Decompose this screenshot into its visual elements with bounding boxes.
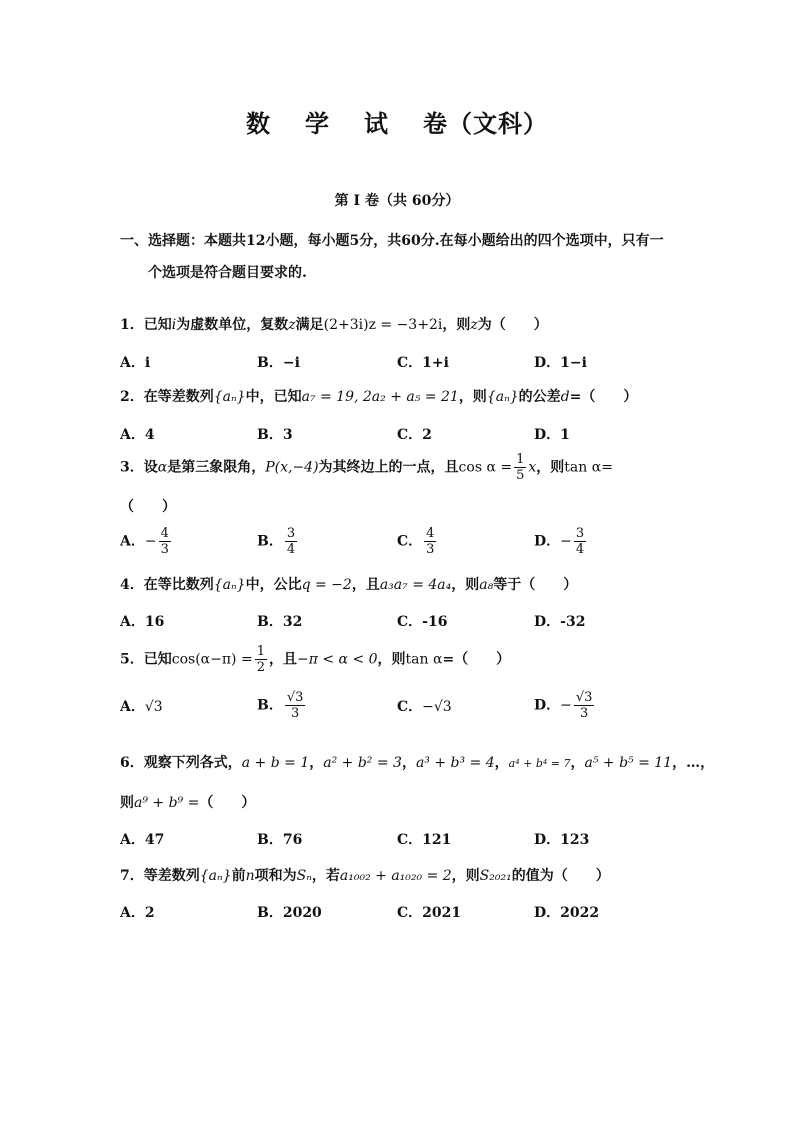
question-1 xyxy=(120,314,700,334)
q3-b-label: B． xyxy=(257,533,283,550)
q3-text-d: ，则 xyxy=(536,459,565,476)
q3-math-tan: tan α xyxy=(564,459,602,476)
q5-b-frac xyxy=(285,690,306,721)
q3-a-den: 3 xyxy=(160,542,169,557)
q3-text-e: = xyxy=(601,459,613,476)
q5-b-label: B． xyxy=(257,697,283,714)
q2-math-seq: {aₙ} xyxy=(213,389,246,405)
q4-math-target: a₈ xyxy=(479,577,494,593)
q4-option-a[interactable]: A．16 xyxy=(120,614,165,630)
page-title xyxy=(0,104,794,139)
q1-math-z: z xyxy=(288,317,296,333)
q3-b-frac xyxy=(285,526,297,557)
q5-math-tan: tan α xyxy=(405,651,443,668)
q6-eq-1: a + b = 1 xyxy=(241,755,310,771)
q1-option-a[interactable]: A．i xyxy=(120,355,151,371)
q6-option-a[interactable]: A．47 xyxy=(120,832,165,848)
q6-eq-5: a⁵ + b⁵ = 11 xyxy=(584,755,673,771)
q5-option-d[interactable] xyxy=(534,690,596,721)
q5-options xyxy=(120,690,700,730)
q7-text-e: ，则 xyxy=(451,868,480,884)
q5-d-frac xyxy=(574,690,595,721)
q5-c-label: C． xyxy=(397,699,423,715)
q5-d-den: 3 xyxy=(580,706,589,721)
q3-fraction xyxy=(514,452,526,483)
q3-a-num: 4 xyxy=(160,526,169,541)
q3-number: 3． xyxy=(120,459,144,476)
q1-option-c[interactable]: C．1+i xyxy=(397,355,449,371)
q7-options xyxy=(120,902,700,928)
q3-frac-num: 1 xyxy=(516,452,525,467)
q3-frac-den: 5 xyxy=(516,468,525,483)
volume-subtitle: 第 I 卷（共 60分） xyxy=(334,193,460,209)
q2-option-d[interactable]: D．1 xyxy=(534,427,570,443)
q5-a-value: √3 xyxy=(144,699,163,715)
q3-c-label: C． xyxy=(397,533,423,550)
q5-b-num: √3 xyxy=(286,690,304,705)
q4-text-b: 中，公比 xyxy=(245,577,302,593)
q5-math-cos: cos(α−π) = xyxy=(171,651,253,668)
q7-text-b: 前 xyxy=(231,868,246,884)
q7-condition: a₁₀₀₂ + a₁₀₂₀ = 2 xyxy=(339,868,452,884)
q3-c-den: 3 xyxy=(426,542,435,557)
q5-frac-den: 2 xyxy=(256,660,265,675)
q3-a-frac xyxy=(159,526,171,557)
q4-text-c: ，且 xyxy=(351,577,380,593)
q6-dots: ，…， xyxy=(672,755,715,771)
section-line-2: 个选项是符合题目要求的. xyxy=(148,265,307,281)
q2-number: 2． xyxy=(120,389,144,405)
q3-option-d[interactable] xyxy=(534,526,588,557)
question-3 xyxy=(120,452,700,483)
q4-option-b[interactable]: B．32 xyxy=(257,614,303,630)
q3-option-b[interactable] xyxy=(257,526,299,557)
q6-option-d[interactable]: D．123 xyxy=(534,832,590,848)
q7-number: 7． xyxy=(120,868,144,884)
q3-a-sign: − xyxy=(144,533,157,550)
q3-math-point: P(x,−4) xyxy=(265,459,319,476)
q5-option-b[interactable] xyxy=(257,690,307,721)
q6-text-c: （ ） xyxy=(199,795,256,811)
q6-line-2 xyxy=(120,792,700,812)
q7-text-a: 等差数列 xyxy=(143,868,200,884)
q6-ask: a⁹ + b⁹ = xyxy=(134,795,200,811)
q4-text-e: 等于（ ） xyxy=(493,577,578,593)
q1-option-d[interactable]: D．1−i xyxy=(534,355,587,371)
q4-option-c[interactable]: C．-16 xyxy=(397,614,448,630)
title-char-4: 卷（文科） xyxy=(423,109,548,138)
q7-option-c[interactable]: C．2021 xyxy=(397,905,462,921)
q3-b-den: 4 xyxy=(286,542,296,557)
title-char-2: 学 xyxy=(305,109,330,138)
q7-text-f: 的值为（ ） xyxy=(511,868,610,884)
q5-text-c: ，则 xyxy=(377,651,406,668)
q7-math-sn: Sₙ xyxy=(296,868,312,884)
q3-text-a: 设 xyxy=(143,459,158,476)
q2-text-d: 的公差 xyxy=(518,389,561,405)
q6-eq-2: a² + b² = 3 xyxy=(323,755,402,771)
q3-c-frac xyxy=(424,526,436,557)
q3-d-den: 4 xyxy=(575,542,585,557)
q5-a-label: A． xyxy=(120,699,145,715)
title-char-3: 试 xyxy=(364,109,389,138)
q5-d-num: √3 xyxy=(575,690,593,705)
q4-number: 4． xyxy=(120,577,144,593)
q7-text-d: ，若 xyxy=(311,868,340,884)
q7-option-a[interactable]: A．2 xyxy=(120,905,155,921)
q5-d-label: D． xyxy=(534,697,561,714)
q1-text-d: ，则 xyxy=(442,317,471,333)
q3-option-c[interactable] xyxy=(397,526,438,557)
section-line-1: 一、选择题：本题共12小题，每小题5分，共60分.在每小题给出的四个选项中，只有一 xyxy=(120,233,664,249)
q3-d-label: D． xyxy=(534,533,561,550)
q2-text-c: ，则 xyxy=(458,389,487,405)
q2-condition: a₇ = 19, 2a₂ + a₅ = 21 xyxy=(301,389,459,405)
q3-text-c: 为其终边上的一点，且 xyxy=(318,459,459,476)
q3-b-num: 3 xyxy=(286,526,296,541)
q4-text-d: ，则 xyxy=(451,577,480,593)
q7-math-n: n xyxy=(245,868,255,884)
question-5 xyxy=(120,644,700,675)
q7-option-b[interactable]: B．2020 xyxy=(257,905,322,921)
q2-math-d: d xyxy=(560,389,570,405)
q5-text-b: ，且 xyxy=(268,651,297,668)
q7-text-c: 项和为 xyxy=(254,868,297,884)
q6-option-b[interactable]: B．76 xyxy=(257,832,303,848)
q1-option-b[interactable]: B．−i xyxy=(257,355,300,371)
q1-math-z2: z xyxy=(470,317,478,333)
q5-text-a: 已知 xyxy=(143,651,172,668)
q1-text-e: 为（ ） xyxy=(477,317,548,333)
q5-number: 5． xyxy=(120,651,144,668)
q1-text-c: 满足 xyxy=(295,317,324,333)
q3-math-alpha: α xyxy=(157,459,168,476)
q6-eq-3: a³ + b³ = 4 xyxy=(415,755,495,771)
q7-option-d[interactable]: D．2022 xyxy=(534,905,600,921)
q5-text-d: =（ ） xyxy=(442,651,511,668)
q5-fraction xyxy=(255,644,267,675)
q6-text-b: 则 xyxy=(120,795,134,811)
q6-option-c[interactable]: C．121 xyxy=(397,832,452,848)
q1-text-b: 为虚数单位，复数 xyxy=(176,317,289,333)
section-instructions xyxy=(120,225,690,289)
q4-option-d[interactable]: D．-32 xyxy=(534,614,586,630)
q3-text-b: 是第三象限角， xyxy=(167,459,266,476)
q1-text-a: 已知 xyxy=(143,317,172,333)
q4-text-a: 在等比数列 xyxy=(143,577,214,593)
q2-option-b[interactable]: B．3 xyxy=(257,427,293,443)
q6-number: 6． xyxy=(120,755,144,771)
q3-math-cos: cos α = xyxy=(458,459,513,476)
q3-c-num: 4 xyxy=(426,526,435,541)
q4-condition: a₃a₇ = 4a₄ xyxy=(379,577,452,593)
q3-d-num: 3 xyxy=(575,526,585,541)
q3-d-sign: − xyxy=(560,533,572,550)
q3-d-frac xyxy=(574,526,586,557)
q3-option-a[interactable] xyxy=(120,526,173,557)
question-2 xyxy=(120,386,700,406)
q5-math-range: −π < α < 0 xyxy=(296,651,378,668)
q5-b-den: 3 xyxy=(290,706,300,721)
q3-answer-paren: （ ） xyxy=(120,499,176,515)
q1-equation: (2+3i)z = −3+2i xyxy=(323,317,443,333)
q2-option-a[interactable]: A．4 xyxy=(120,427,155,443)
q2-option-c[interactable]: C．2 xyxy=(397,427,432,443)
q5-c-value: −√3 xyxy=(422,699,452,715)
q2-text-e: =（ ） xyxy=(569,389,638,405)
q4-options xyxy=(120,611,700,637)
question-7 xyxy=(120,865,700,885)
question-4 xyxy=(120,574,700,594)
q2-text-a: 在等差数列 xyxy=(143,389,214,405)
q3-math-x: x xyxy=(528,459,537,476)
question-6: 6．观察下列各式，a + b = 1，a² + b² = 3，a³ + b³ = 4，a⁴ + b⁴ = 7，a⁵ + b⁵ = 11，…， xyxy=(120,755,715,771)
q1-options xyxy=(120,352,700,378)
q7-math-seq: {aₙ} xyxy=(199,868,232,884)
q4-math-seq: {aₙ} xyxy=(213,577,246,593)
q2-math-seq2: {aₙ} xyxy=(486,389,519,405)
q7-math-target: S₂₀₂₁ xyxy=(479,868,512,884)
q6-eq-4: a⁴ + b⁴ = 7 xyxy=(508,757,571,770)
q3-a-label: A． xyxy=(120,533,145,550)
q1-number: 1． xyxy=(120,317,144,333)
q4-math-q: q = −2 xyxy=(301,577,352,593)
q2-options xyxy=(120,424,700,450)
title-char-1: 数 xyxy=(246,109,271,138)
q5-d-sign: − xyxy=(560,697,572,714)
q2-text-b: 中，已知 xyxy=(245,389,302,405)
q5-frac-num: 1 xyxy=(256,644,265,659)
q6-text-a: 观察下列各式， xyxy=(143,755,242,771)
q5-option-c[interactable] xyxy=(397,696,452,716)
q1-math-i: i xyxy=(171,317,177,333)
q6-options xyxy=(120,829,700,855)
q3-options xyxy=(120,526,700,562)
q5-option-a[interactable] xyxy=(120,696,163,716)
